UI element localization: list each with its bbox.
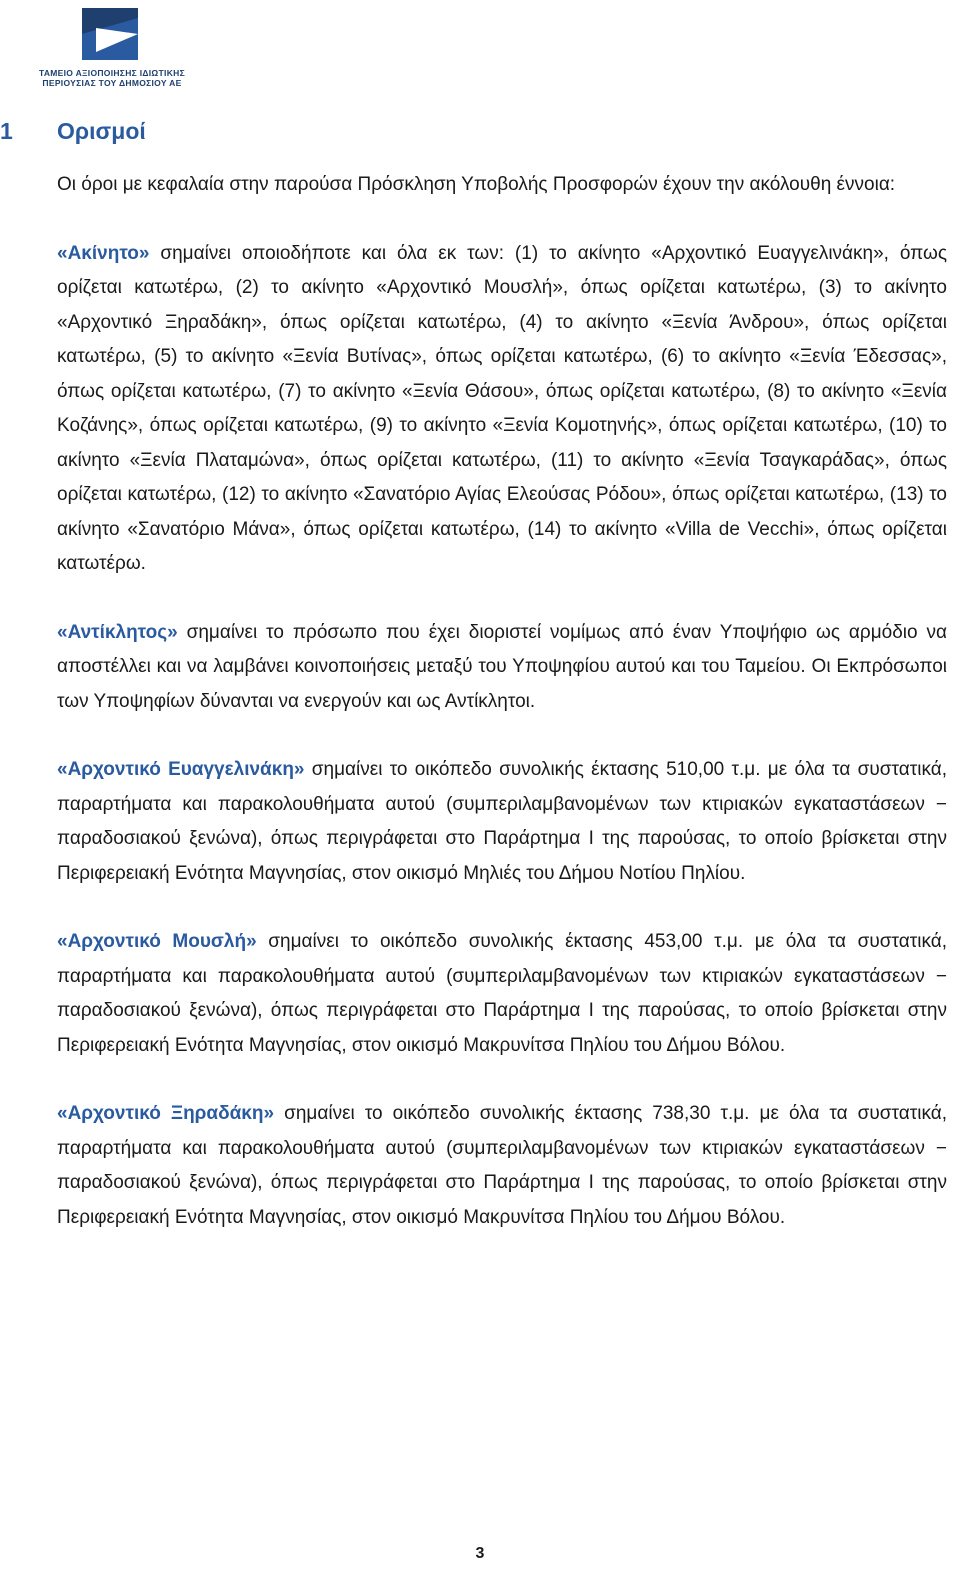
- definition-text: σημαίνει το οικόπεδο συνολικής έκτασης 738,30 τ.μ. με όλα τα συστατικά, παραρτήματα και παρακολουθήματα αυτού (συμπεριλαμβανομένων των κτιριακών εγκαταστάσεων − παραδοσιακού ξενώνα), όπως περιγράφεται στο Παράρτημα Ι της παρούσας, το οποίο βρίσκεται στην Περιφερειακή Ενότητα Μαγνησίας, στον οικισμό Μακρυνίτσα Πηλίου του Δήμου Βόλου.: [57, 1103, 948, 1228]
- definition-text: σημαίνει οποιοδήποτε και όλα εκ των: (1) το ακίνητο «Αρχοντικό Ευαγγελινάκη», όπως ορίζεται κατωτέρω, (2) το ακίνητο «Αρχοντικό Μουσλή», όπως ορίζεται κατωτέρω, (3) το ακίνητο «Αρχοντικό Ξηραδάκη», όπως ορίζεται κατωτέρω, (4) το ακίνητο «Ξενία Άνδρου», όπως ορίζεται κατωτέρω, (5) το ακίνητο «Ξενία Βυτίνας», όπως ορίζεται κατωτέρω, (6) το ακίνητο «Ξενία Έδεσσας», όπως ορίζεται κατωτέρω, (7) το ακίνητο «Ξενία Θάσου», όπως ορίζεται κατωτέρω, (8) το ακίνητο «Ξενία Κοζάνης», όπως ορίζεται κατωτέρω, (9) το ακίνητο «Ξενία Κομοτηνής», όπως ορίζεται κατωτέρω, (10) το ακίνητο «Ξενία Πλαταμώνα», όπως ορίζεται κατωτέρω, (11) το ακίνητο «Ξενία Τσαγκαράδας», όπως ορίζεται κατωτέρω, (12) το ακίνητο «Σανατόριο Αγίας Ελεούσας Ρόδου», όπως ορίζεται κατωτέρω, (13) το ακίνητο «Σανατόριο Μάνα», όπως ορίζεται κατωτέρω, (14) το ακίνητο «Villa de Vecchi», όπως ορίζεται κατωτέρω.: [57, 242, 947, 574]
- logo-caption: [22, 68, 202, 88]
- definition-text: σημαίνει το οικόπεδο συνολικής έκτασης 510,00 τ.μ. με όλα τα συστατικά, παραρτήματα και παρακολουθήματα αυτού (συμπεριλαμβανομένων των κτιριακών εγκαταστάσεων − παραδοσιακού ξενώνα), όπως περιγράφεται στο Παράρτημα Ι της παρούσας, το οποίο βρίσκεται στην Περιφερειακή Ενότητα Μαγνησίας, στον οικισμό Μηλιές του Δήμου Νοτίου Πηλίου.: [57, 759, 947, 884]
- definition-text: σημαίνει το πρόσωπο που έχει διοριστεί νομίμως από έναν Υποψήφιο ως αρμόδιο να αποστέλλει και να λαμβάνει κοινοποιήσεις μεταξύ του Υποψηφίου αυτού και του Ταμείου. Οι Εκπρόσωποι των Υποψηφίων δύνανται να ενεργούν και ως Αντίκλητοι.: [57, 621, 947, 712]
- definition-term: «Αρχοντικό Μουσλή»: [57, 931, 257, 952]
- logo-name-line1: ΤΑΜΕΙΟ ΑΞΙΟΠΟΙΗΣΗΣ ΙΔΙΩΤΙΚΗΣ: [39, 68, 185, 78]
- logo: [22, 8, 202, 92]
- definition-term: «Ακίνητο»: [57, 242, 150, 264]
- section-number: 1: [0, 118, 13, 144]
- definition-term: «Αρχοντικό Ξηραδάκη»: [57, 1103, 275, 1124]
- definition-term: «Αρχοντικό Ευαγγελινάκη»: [57, 759, 305, 780]
- definitions-body: [57, 168, 947, 1269]
- definition-paragraph: [57, 1097, 947, 1235]
- intro-paragraph: Οι όροι με κεφαλαία στην παρούσα Πρόσκληση Υποβολής Προσφορών έχουν την ακόλουθη έννοια:: [57, 174, 896, 195]
- definition-paragraph: [57, 753, 947, 891]
- definition-paragraph: [57, 925, 947, 1063]
- logo-mark-icon: [82, 8, 138, 60]
- definition-paragraph: [57, 616, 947, 720]
- definition-paragraph: [57, 237, 947, 582]
- logo-name-line2: ΠΕΡΙΟΥΣΙΑΣ ΤΟΥ ΔΗΜΟΣΙΟΥ ΑΕ: [42, 78, 182, 88]
- section-title: Ορισμοί: [57, 118, 146, 144]
- definition-text: σημαίνει το οικόπεδο συνολικής έκτασης 453,00 τ.μ. με όλα τα συστατικά, παραρτήματα και παρακολουθήματα αυτού (συμπεριλαμβανομένων των κτιριακών εγκαταστάσεων − παραδοσιακού ξενώνα), όπως περιγράφεται στο Παράρτημα Ι της παρούσας, το οποίο βρίσκεται στην Περιφερειακή Ενότητα Μαγνησίας, στον οικισμό Μακρυνίτσα Πηλίου του Δήμου Βόλου.: [57, 931, 947, 1056]
- page-number: 3: [475, 1545, 485, 1562]
- definition-term: «Αντίκλητος»: [57, 621, 178, 643]
